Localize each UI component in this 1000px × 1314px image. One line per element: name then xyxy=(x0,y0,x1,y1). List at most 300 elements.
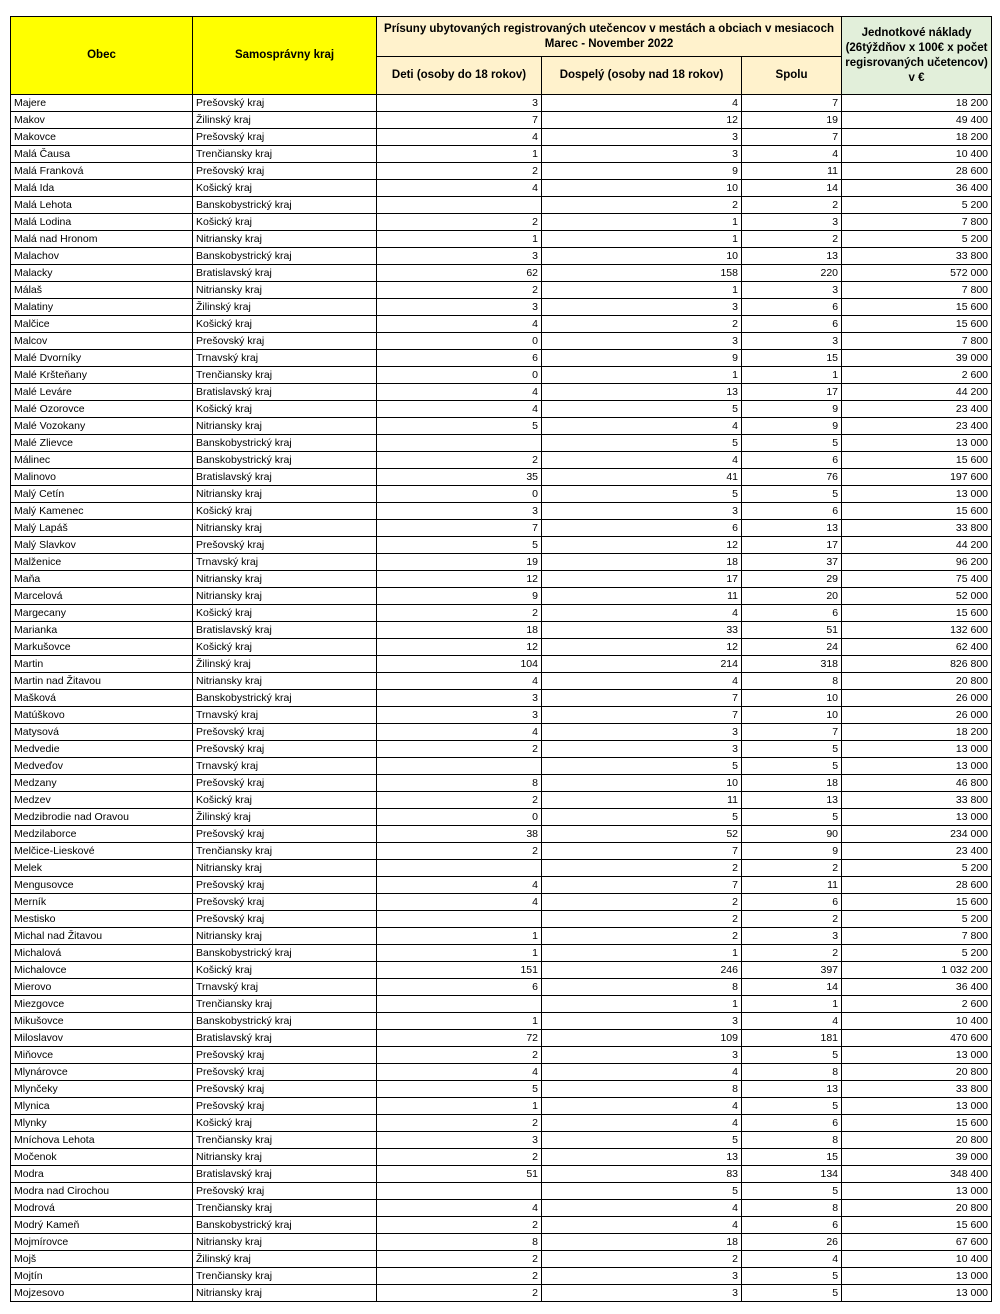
cell-naklady: 75 400 xyxy=(842,571,992,588)
cell-dospely: 1 xyxy=(542,367,742,384)
cell-deti xyxy=(377,197,542,214)
cell-kraj: Trnavský kraj xyxy=(193,554,377,571)
cell-spolu: 7 xyxy=(742,95,842,112)
cell-spolu: 5 xyxy=(742,809,842,826)
table-row xyxy=(11,707,992,724)
cell-kraj: Bratislavský kraj xyxy=(193,384,377,401)
cell-spolu: 8 xyxy=(742,1132,842,1149)
cell-deti: 2 xyxy=(377,605,542,622)
cell-obec: Michal nad Žitavou xyxy=(11,928,193,945)
cell-deti: 4 xyxy=(377,180,542,197)
cell-naklady: 13 000 xyxy=(842,1285,992,1302)
table-row xyxy=(11,1251,992,1268)
cell-obec: Malá Lehota xyxy=(11,197,193,214)
header-spolu: Spolu xyxy=(742,57,842,95)
cell-kraj: Prešovský kraj xyxy=(193,129,377,146)
cell-obec: Marianka xyxy=(11,622,193,639)
table-row xyxy=(11,826,992,843)
table-row xyxy=(11,1234,992,1251)
cell-naklady: 10 400 xyxy=(842,1251,992,1268)
cell-naklady: 20 800 xyxy=(842,673,992,690)
table-row xyxy=(11,367,992,384)
table-row xyxy=(11,1047,992,1064)
cell-dospely: 3 xyxy=(542,741,742,758)
cell-kraj: Nitriansky kraj xyxy=(193,282,377,299)
cell-kraj: Bratislavský kraj xyxy=(193,469,377,486)
table-row xyxy=(11,1268,992,1285)
cell-deti xyxy=(377,435,542,452)
header-obec: Obec xyxy=(11,17,193,95)
cell-spolu: 14 xyxy=(742,180,842,197)
table-row xyxy=(11,520,992,537)
cell-naklady: 15 600 xyxy=(842,503,992,520)
table-row xyxy=(11,265,992,282)
cell-deti: 7 xyxy=(377,112,542,129)
table-row xyxy=(11,95,992,112)
cell-deti: 3 xyxy=(377,299,542,316)
cell-dospely: 158 xyxy=(542,265,742,282)
cell-deti: 2 xyxy=(377,1251,542,1268)
cell-obec: Markušovce xyxy=(11,639,193,656)
cell-obec: Malé Ozorovce xyxy=(11,401,193,418)
cell-deti: 4 xyxy=(377,129,542,146)
cell-kraj: Nitriansky kraj xyxy=(193,486,377,503)
cell-naklady: 23 400 xyxy=(842,418,992,435)
cell-deti: 5 xyxy=(377,418,542,435)
cell-naklady: 26 000 xyxy=(842,707,992,724)
cell-dospely: 11 xyxy=(542,588,742,605)
cell-naklady: 13 000 xyxy=(842,486,992,503)
cell-naklady: 826 800 xyxy=(842,656,992,673)
cell-spolu: 2 xyxy=(742,860,842,877)
cell-spolu: 5 xyxy=(742,1047,842,1064)
cell-spolu: 11 xyxy=(742,877,842,894)
cell-dospely: 2 xyxy=(542,316,742,333)
cell-dospely: 1 xyxy=(542,231,742,248)
cell-naklady: 67 600 xyxy=(842,1234,992,1251)
table-row xyxy=(11,758,992,775)
cell-kraj: Košický kraj xyxy=(193,962,377,979)
cell-dospely: 4 xyxy=(542,673,742,690)
cell-kraj: Prešovský kraj xyxy=(193,894,377,911)
cell-obec: Malá Franková xyxy=(11,163,193,180)
cell-kraj: Prešovský kraj xyxy=(193,724,377,741)
cell-deti: 62 xyxy=(377,265,542,282)
cell-deti: 4 xyxy=(377,894,542,911)
cell-deti: 104 xyxy=(377,656,542,673)
cell-deti: 2 xyxy=(377,214,542,231)
cell-obec: Modrý Kameň xyxy=(11,1217,193,1234)
cell-spolu: 3 xyxy=(742,333,842,350)
cell-obec: Malženice xyxy=(11,554,193,571)
cell-obec: Málaš xyxy=(11,282,193,299)
cell-dospely: 4 xyxy=(542,1064,742,1081)
cell-obec: Miezgovce xyxy=(11,996,193,1013)
cell-deti: 2 xyxy=(377,843,542,860)
table-row xyxy=(11,214,992,231)
cell-naklady: 39 000 xyxy=(842,1149,992,1166)
cell-spolu: 220 xyxy=(742,265,842,282)
cell-dospely: 41 xyxy=(542,469,742,486)
cell-dospely: 7 xyxy=(542,707,742,724)
cell-deti: 12 xyxy=(377,571,542,588)
cell-deti: 0 xyxy=(377,486,542,503)
cell-dospely: 1 xyxy=(542,282,742,299)
cell-obec: Miloslavov xyxy=(11,1030,193,1047)
cell-dospely: 4 xyxy=(542,418,742,435)
cell-spolu: 6 xyxy=(742,1115,842,1132)
cell-spolu: 2 xyxy=(742,231,842,248)
cell-deti: 2 xyxy=(377,741,542,758)
cell-deti: 6 xyxy=(377,979,542,996)
cell-obec: Malcov xyxy=(11,333,193,350)
table-body xyxy=(11,95,992,1302)
table-row xyxy=(11,622,992,639)
table-row xyxy=(11,877,992,894)
cell-spolu: 24 xyxy=(742,639,842,656)
cell-deti: 3 xyxy=(377,707,542,724)
cell-dospely: 5 xyxy=(542,809,742,826)
cell-dospely: 8 xyxy=(542,979,742,996)
header-kraj: Samosprávny kraj xyxy=(193,17,377,95)
header-naklady: Jednotkové náklady (26týždňov x 100€ x počet regisrovaných učetencov) v € xyxy=(842,17,992,95)
cell-kraj: Trenčiansky kraj xyxy=(193,1200,377,1217)
cell-spolu: 15 xyxy=(742,1149,842,1166)
cell-spolu: 2 xyxy=(742,911,842,928)
cell-obec: Mengusovce xyxy=(11,877,193,894)
cell-spolu: 19 xyxy=(742,112,842,129)
cell-obec: Malý Cetín xyxy=(11,486,193,503)
cell-dospely: 3 xyxy=(542,503,742,520)
cell-kraj: Prešovský kraj xyxy=(193,1047,377,1064)
cell-kraj: Nitriansky kraj xyxy=(193,1234,377,1251)
cell-spolu: 9 xyxy=(742,843,842,860)
cell-obec: Medzilaborce xyxy=(11,826,193,843)
cell-obec: Medzev xyxy=(11,792,193,809)
cell-dospely: 3 xyxy=(542,724,742,741)
cell-naklady: 15 600 xyxy=(842,299,992,316)
table-row xyxy=(11,1030,992,1047)
cell-kraj: Trnavský kraj xyxy=(193,350,377,367)
table-row xyxy=(11,231,992,248)
cell-naklady: 15 600 xyxy=(842,894,992,911)
cell-naklady: 23 400 xyxy=(842,401,992,418)
cell-spolu: 4 xyxy=(742,1013,842,1030)
cell-naklady: 5 200 xyxy=(842,911,992,928)
cell-naklady: 33 800 xyxy=(842,520,992,537)
cell-dospely: 5 xyxy=(542,486,742,503)
cell-deti: 1 xyxy=(377,231,542,248)
cell-obec: Mlynky xyxy=(11,1115,193,1132)
cell-naklady: 26 000 xyxy=(842,690,992,707)
cell-spolu: 318 xyxy=(742,656,842,673)
table-row xyxy=(11,248,992,265)
cell-naklady: 5 200 xyxy=(842,197,992,214)
cell-obec: Matúškovo xyxy=(11,707,193,724)
table-row xyxy=(11,911,992,928)
cell-deti: 0 xyxy=(377,809,542,826)
cell-kraj: Nitriansky kraj xyxy=(193,673,377,690)
cell-spolu: 4 xyxy=(742,1251,842,1268)
cell-dospely: 6 xyxy=(542,520,742,537)
cell-naklady: 13 000 xyxy=(842,758,992,775)
table-row xyxy=(11,809,992,826)
cell-dospely: 2 xyxy=(542,197,742,214)
cell-obec: Mlynárovce xyxy=(11,1064,193,1081)
cell-naklady: 10 400 xyxy=(842,146,992,163)
cell-obec: Malá Čausa xyxy=(11,146,193,163)
cell-obec: Mníchova Lehota xyxy=(11,1132,193,1149)
cell-obec: Malachov xyxy=(11,248,193,265)
table-row xyxy=(11,146,992,163)
table-row xyxy=(11,282,992,299)
cell-kraj: Prešovský kraj xyxy=(193,537,377,554)
cell-naklady: 44 200 xyxy=(842,384,992,401)
cell-deti: 5 xyxy=(377,1081,542,1098)
cell-kraj: Bratislavský kraj xyxy=(193,1166,377,1183)
cell-dospely: 5 xyxy=(542,435,742,452)
cell-spolu: 3 xyxy=(742,928,842,945)
cell-spolu: 2 xyxy=(742,197,842,214)
cell-deti: 4 xyxy=(377,401,542,418)
cell-naklady: 10 400 xyxy=(842,1013,992,1030)
cell-naklady: 2 600 xyxy=(842,367,992,384)
cell-dospely: 4 xyxy=(542,1115,742,1132)
table-row xyxy=(11,486,992,503)
cell-deti: 2 xyxy=(377,282,542,299)
table-row xyxy=(11,945,992,962)
table-row xyxy=(11,554,992,571)
cell-kraj: Banskobystrický kraj xyxy=(193,1013,377,1030)
cell-deti: 19 xyxy=(377,554,542,571)
cell-spolu: 5 xyxy=(742,486,842,503)
cell-naklady: 20 800 xyxy=(842,1064,992,1081)
table-row xyxy=(11,996,992,1013)
cell-kraj: Prešovský kraj xyxy=(193,911,377,928)
cell-naklady: 36 400 xyxy=(842,180,992,197)
cell-obec: Malý Kamenec xyxy=(11,503,193,520)
cell-kraj: Banskobystrický kraj xyxy=(193,690,377,707)
table-row xyxy=(11,1217,992,1234)
cell-spolu: 17 xyxy=(742,537,842,554)
cell-kraj: Prešovský kraj xyxy=(193,1081,377,1098)
cell-kraj: Žilinský kraj xyxy=(193,299,377,316)
table-row xyxy=(11,503,992,520)
cell-deti: 4 xyxy=(377,724,542,741)
cell-dospely: 3 xyxy=(542,1013,742,1030)
cell-dospely: 17 xyxy=(542,571,742,588)
cell-kraj: Nitriansky kraj xyxy=(193,571,377,588)
cell-spolu: 134 xyxy=(742,1166,842,1183)
cell-naklady: 7 800 xyxy=(842,333,992,350)
cell-spolu: 8 xyxy=(742,1064,842,1081)
cell-spolu: 9 xyxy=(742,401,842,418)
cell-kraj: Banskobystrický kraj xyxy=(193,452,377,469)
cell-kraj: Prešovský kraj xyxy=(193,1064,377,1081)
cell-spolu: 18 xyxy=(742,775,842,792)
cell-spolu: 90 xyxy=(742,826,842,843)
cell-spolu: 13 xyxy=(742,792,842,809)
cell-dospely: 3 xyxy=(542,1047,742,1064)
cell-kraj: Banskobystrický kraj xyxy=(193,945,377,962)
cell-obec: Maňa xyxy=(11,571,193,588)
cell-spolu: 3 xyxy=(742,282,842,299)
table-row xyxy=(11,197,992,214)
cell-spolu: 2 xyxy=(742,945,842,962)
cell-kraj: Prešovský kraj xyxy=(193,1098,377,1115)
cell-obec: Modrová xyxy=(11,1200,193,1217)
cell-obec: Mestisko xyxy=(11,911,193,928)
cell-obec: Mojmírovce xyxy=(11,1234,193,1251)
table-row xyxy=(11,1098,992,1115)
cell-deti: 3 xyxy=(377,503,542,520)
cell-obec: Margecany xyxy=(11,605,193,622)
cell-spolu: 13 xyxy=(742,1081,842,1098)
cell-kraj: Prešovský kraj xyxy=(193,826,377,843)
table-row xyxy=(11,469,992,486)
table-row xyxy=(11,775,992,792)
cell-dospely: 10 xyxy=(542,248,742,265)
cell-kraj: Bratislavský kraj xyxy=(193,265,377,282)
cell-dospely: 1 xyxy=(542,996,742,1013)
cell-kraj: Trenčiansky kraj xyxy=(193,1268,377,1285)
cell-obec: Makovce xyxy=(11,129,193,146)
cell-deti xyxy=(377,1183,542,1200)
cell-spolu: 5 xyxy=(742,1268,842,1285)
cell-naklady: 33 800 xyxy=(842,1081,992,1098)
cell-naklady: 46 800 xyxy=(842,775,992,792)
cell-dospely: 4 xyxy=(542,1098,742,1115)
data-table xyxy=(10,16,992,1302)
cell-naklady: 15 600 xyxy=(842,605,992,622)
cell-obec: Medveďov xyxy=(11,758,193,775)
table-row xyxy=(11,316,992,333)
cell-naklady: 18 200 xyxy=(842,724,992,741)
cell-deti: 4 xyxy=(377,877,542,894)
cell-naklady: 7 800 xyxy=(842,282,992,299)
cell-deti: 3 xyxy=(377,690,542,707)
cell-obec: Málinec xyxy=(11,452,193,469)
cell-spolu: 5 xyxy=(742,741,842,758)
cell-deti: 4 xyxy=(377,316,542,333)
cell-naklady: 15 600 xyxy=(842,1217,992,1234)
table-row xyxy=(11,435,992,452)
table-row xyxy=(11,1183,992,1200)
cell-obec: Michalovce xyxy=(11,962,193,979)
cell-naklady: 33 800 xyxy=(842,248,992,265)
cell-naklady: 36 400 xyxy=(842,979,992,996)
cell-kraj: Trnavský kraj xyxy=(193,979,377,996)
cell-deti: 38 xyxy=(377,826,542,843)
cell-naklady: 234 000 xyxy=(842,826,992,843)
cell-obec: Marcelová xyxy=(11,588,193,605)
cell-deti: 151 xyxy=(377,962,542,979)
cell-obec: Martin nad Žitavou xyxy=(11,673,193,690)
cell-kraj: Žilinský kraj xyxy=(193,112,377,129)
cell-obec: Medzany xyxy=(11,775,193,792)
cell-obec: Michalová xyxy=(11,945,193,962)
cell-obec: Malčice xyxy=(11,316,193,333)
cell-dospely: 109 xyxy=(542,1030,742,1047)
cell-kraj: Nitriansky kraj xyxy=(193,1285,377,1302)
cell-kraj: Prešovský kraj xyxy=(193,333,377,350)
cell-kraj: Prešovský kraj xyxy=(193,877,377,894)
cell-dospely: 1 xyxy=(542,214,742,231)
cell-dospely: 4 xyxy=(542,605,742,622)
cell-dospely: 13 xyxy=(542,1149,742,1166)
cell-dospely: 2 xyxy=(542,894,742,911)
cell-kraj: Banskobystrický kraj xyxy=(193,1217,377,1234)
header-group: Prísuny ubytovaných registrovaných utečencov v mestách a obciach v mesiacoch Marec - November 2022 xyxy=(377,17,842,57)
table-row xyxy=(11,843,992,860)
cell-kraj: Nitriansky kraj xyxy=(193,1149,377,1166)
cell-naklady: 62 400 xyxy=(842,639,992,656)
cell-obec: Melčice-Lieskové xyxy=(11,843,193,860)
cell-naklady: 7 800 xyxy=(842,214,992,231)
cell-obec: Malý Slavkov xyxy=(11,537,193,554)
cell-dospely: 18 xyxy=(542,1234,742,1251)
table-row xyxy=(11,333,992,350)
table-row xyxy=(11,1132,992,1149)
cell-dospely: 12 xyxy=(542,112,742,129)
cell-deti xyxy=(377,758,542,775)
cell-dospely: 1 xyxy=(542,945,742,962)
cell-dospely: 3 xyxy=(542,333,742,350)
cell-deti: 2 xyxy=(377,1047,542,1064)
cell-obec: Mašková xyxy=(11,690,193,707)
cell-deti: 5 xyxy=(377,537,542,554)
cell-dospely: 10 xyxy=(542,775,742,792)
table-row xyxy=(11,1285,992,1302)
cell-spolu: 6 xyxy=(742,605,842,622)
cell-kraj: Nitriansky kraj xyxy=(193,928,377,945)
cell-dospely: 5 xyxy=(542,1132,742,1149)
cell-spolu: 14 xyxy=(742,979,842,996)
cell-naklady: 13 000 xyxy=(842,435,992,452)
cell-naklady: 5 200 xyxy=(842,860,992,877)
cell-deti: 18 xyxy=(377,622,542,639)
cell-dospely: 4 xyxy=(542,1200,742,1217)
cell-dospely: 12 xyxy=(542,639,742,656)
cell-spolu: 6 xyxy=(742,452,842,469)
table-row xyxy=(11,1200,992,1217)
table-row xyxy=(11,1166,992,1183)
cell-deti: 72 xyxy=(377,1030,542,1047)
cell-obec: Malacky xyxy=(11,265,193,282)
table-row xyxy=(11,724,992,741)
cell-deti: 3 xyxy=(377,95,542,112)
cell-dospely: 3 xyxy=(542,299,742,316)
cell-spolu: 181 xyxy=(742,1030,842,1047)
cell-kraj: Trenčiansky kraj xyxy=(193,1132,377,1149)
cell-kraj: Košický kraj xyxy=(193,214,377,231)
cell-dospely: 2 xyxy=(542,911,742,928)
cell-spolu: 8 xyxy=(742,1200,842,1217)
cell-kraj: Bratislavský kraj xyxy=(193,622,377,639)
table-row xyxy=(11,1081,992,1098)
cell-spolu: 15 xyxy=(742,350,842,367)
cell-dospely: 3 xyxy=(542,146,742,163)
cell-obec: Malá Lodina xyxy=(11,214,193,231)
cell-spolu: 29 xyxy=(742,571,842,588)
cell-kraj: Košický kraj xyxy=(193,605,377,622)
cell-dospely: 10 xyxy=(542,180,742,197)
cell-kraj: Prešovský kraj xyxy=(193,1183,377,1200)
cell-kraj: Košický kraj xyxy=(193,316,377,333)
cell-kraj: Prešovský kraj xyxy=(193,95,377,112)
cell-deti: 12 xyxy=(377,639,542,656)
cell-naklady: 20 800 xyxy=(842,1132,992,1149)
